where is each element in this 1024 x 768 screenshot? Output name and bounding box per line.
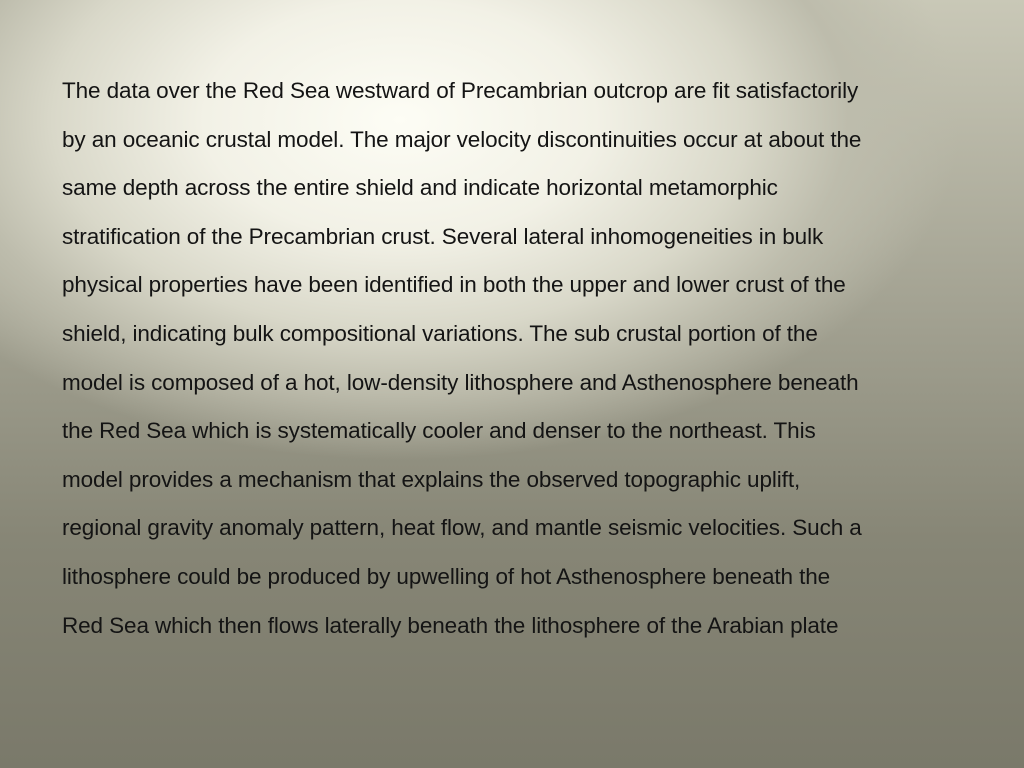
- body-line: The data over the Red Sea westward of Precambrian outcrop are fit satisfactorily: [62, 78, 859, 103]
- body-line: the Red Sea which is systematically cooler and denser to the northeast. This: [62, 418, 816, 444]
- body-line: model provides a mechanism that explains the observed topographic uplift,: [62, 466, 801, 492]
- body-line: lithosphere could be produced by upwelling of hot Asthenosphere beneath the: [62, 563, 831, 589]
- body-line: by an oceanic crustal model. The major velocity discontinuities occur at about the: [62, 126, 862, 152]
- body-line: model is composed of a hot, low-density lithosphere and Asthenosphere beneath: [62, 369, 859, 395]
- body-line: Red Sea which then flows laterally beneath the lithosphere of the Arabian plate: [62, 612, 839, 638]
- body-line: stratification of the Precambrian crust. Several lateral inhomogeneities in bulk: [62, 223, 824, 249]
- body-line: same depth across the entire shield and indicate horizontal metamorphic: [62, 175, 778, 201]
- body-line: regional gravity anomaly pattern, heat flow, and mantle seismic velocities. Such a: [62, 515, 862, 541]
- body-paragraph: [62, 69, 982, 652]
- body-line: physical properties have been identified in both the upper and lower crust of the: [62, 272, 846, 298]
- body-line: shield, indicating bulk compositional variations. The sub crustal portion of the: [62, 320, 818, 346]
